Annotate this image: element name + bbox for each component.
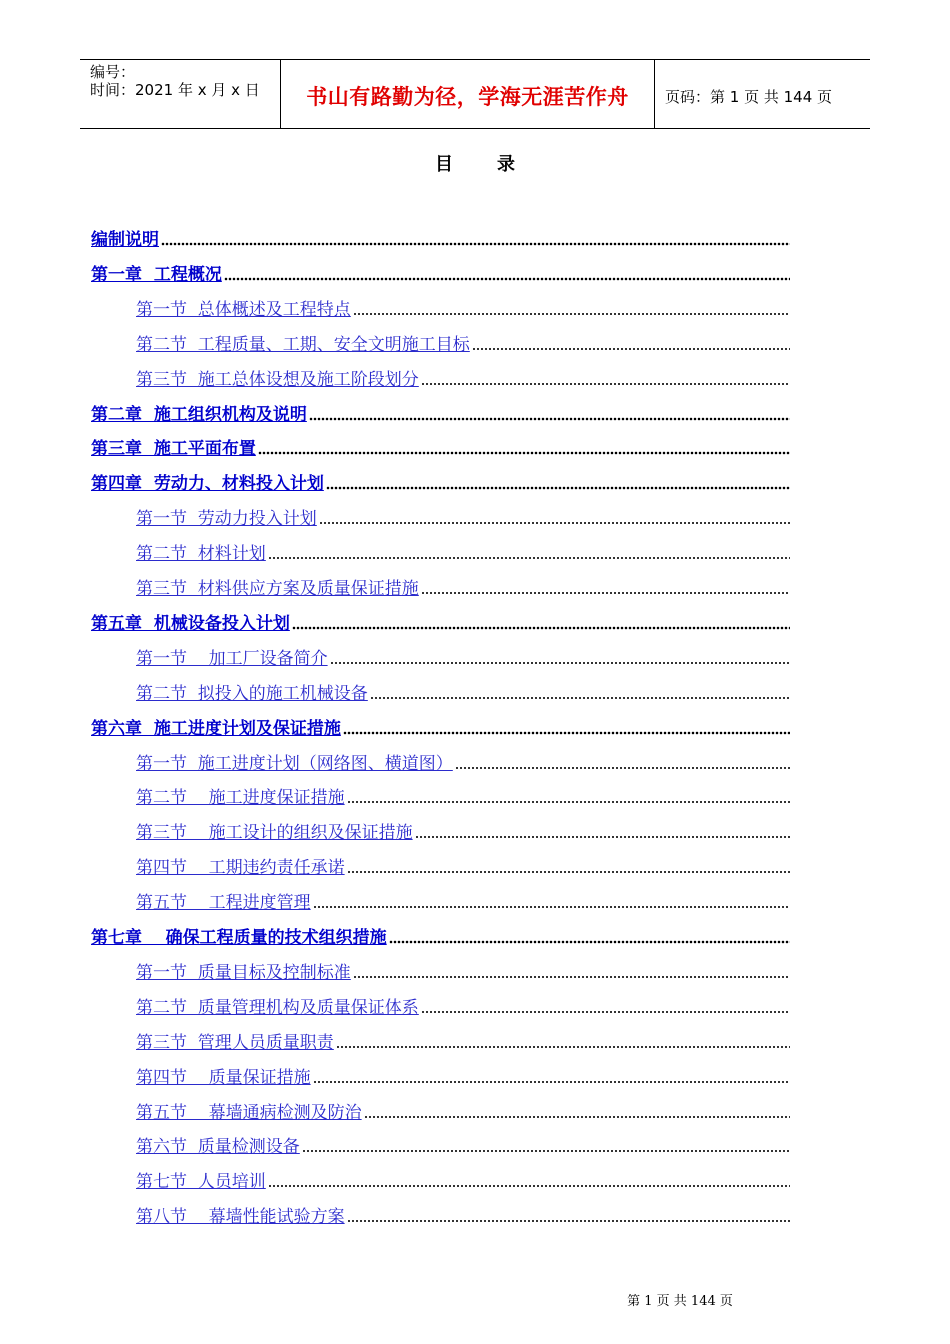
toc-entry-link[interactable]: 第七节 人员培训: [136, 1172, 266, 1193]
toc-section-entry: [136, 1170, 790, 1192]
toc-leader-dots: [309, 417, 790, 421]
toc-entry-link[interactable]: 第五节 工程进度管理: [136, 893, 311, 914]
toc-section-entry: [136, 298, 790, 320]
toc-entry-link[interactable]: 第一节 总体概述及工程特点: [136, 299, 351, 320]
header-motto-cell: [280, 60, 655, 128]
toc-entry-link[interactable]: 第四章 劳动力、材料投入计划: [91, 474, 324, 495]
toc-leader-dots: [268, 1184, 790, 1188]
toc-section-entry: [136, 1205, 790, 1227]
toc-chapter-entry: [91, 926, 790, 948]
toc-leader-dots: [258, 451, 790, 455]
toc-section-entry: [136, 1135, 790, 1157]
toc-leader-dots: [343, 731, 790, 735]
toc-entry-link[interactable]: 第五节 幕墙通病检测及防治: [136, 1102, 362, 1123]
toc-leader-dots: [353, 975, 790, 979]
toc-entry-link[interactable]: 第三章 施工平面布置: [91, 439, 256, 460]
toc-entry-link[interactable]: 第一节 劳动力投入计划: [136, 509, 317, 530]
header-page-info: 页码：第 1 页 共 144 页: [665, 87, 833, 106]
toc-leader-dots: [364, 1115, 790, 1119]
toc-entry-link[interactable]: 第四节 工期违约责任承诺: [136, 858, 345, 879]
toc-section-entry: [136, 507, 790, 529]
toc-entry-link[interactable]: 第三节 施工设计的组织及保证措施: [136, 823, 413, 844]
toc-title: [0, 150, 950, 176]
toc-leader-dots: [268, 556, 790, 560]
toc-section-entry: [136, 1031, 790, 1053]
toc-leader-dots: [421, 591, 790, 595]
toc-entry-link[interactable]: 第二节 工程质量、工期、安全文明施工目标: [136, 334, 470, 355]
toc-entry-link[interactable]: 第一节 质量目标及控制标准: [136, 962, 351, 983]
toc-chapter-entry: [91, 717, 790, 739]
toc-entry-link[interactable]: 第二节 施工进度保证措施: [136, 788, 345, 809]
toc-leader-dots: [415, 835, 790, 839]
document-time-label: 时间：2021 年 x 月 x 日: [90, 81, 260, 99]
toc-section-entry: [136, 961, 790, 983]
page-footer: 第 1 页 共 144 页: [627, 1294, 733, 1309]
toc-leader-dots: [330, 661, 790, 665]
toc-section-entry: [136, 647, 790, 669]
toc-entry-link[interactable]: 第二节 拟投入的施工机械设备: [136, 683, 368, 704]
toc-section-entry: [136, 1101, 790, 1123]
toc-leader-dots: [347, 870, 790, 874]
page-header: [80, 59, 870, 129]
toc-section-entry: [136, 891, 790, 913]
toc-entry-link[interactable]: 第三节 材料供应方案及质量保证措施: [136, 579, 419, 599]
toc-section-entry: [136, 368, 790, 390]
toc-entry-link[interactable]: 第六节 质量检测设备: [136, 1137, 300, 1158]
toc-leader-dots: [347, 800, 790, 804]
toc-entry-link[interactable]: 第六章 施工进度计划及保证措施: [91, 718, 341, 739]
toc-entry-link[interactable]: 第一节 加工厂设备简介: [136, 648, 328, 669]
toc-entry-link[interactable]: 第四节 质量保证措施: [136, 1067, 311, 1088]
toc-entry-link[interactable]: 第二章 施工组织机构及说明: [91, 404, 307, 425]
header-motto: 书山有路勤为径，学海无涯苦作舟: [306, 85, 629, 109]
toc-leader-dots: [336, 1045, 790, 1049]
toc-entry-link[interactable]: 第一章 工程概况: [91, 264, 222, 285]
toc-leader-dots: [326, 486, 790, 490]
toc-section-entry: [136, 786, 790, 808]
toc-title-left: 目: [435, 154, 453, 175]
toc-chapter-entry: [91, 437, 790, 459]
toc-leader-dots: [224, 277, 790, 281]
toc-leader-dots: [292, 626, 790, 630]
toc-section-entry: [136, 996, 790, 1018]
toc-leader-dots: [389, 940, 790, 944]
toc-leader-dots: [313, 1080, 790, 1084]
toc-section-entry: [136, 821, 790, 843]
toc-entry-link[interactable]: 编制说明: [91, 230, 159, 250]
toc-leader-dots: [421, 1010, 790, 1014]
toc-section-entry: [136, 1066, 790, 1088]
toc-entry-link[interactable]: 第二节 质量管理机构及质量保证体系: [136, 997, 419, 1018]
toc-chapter-entry: [91, 472, 790, 494]
toc-section-entry: [136, 752, 790, 774]
toc-title-right: 录: [497, 154, 515, 175]
toc-chapter-entry: [91, 263, 790, 285]
toc-leader-dots: [302, 1149, 790, 1153]
toc-leader-dots: [161, 242, 790, 246]
document-number-label: 编号：: [90, 63, 136, 81]
toc-entry-link[interactable]: 第一节 施工进度计划（网络图、横道图）: [136, 753, 453, 774]
toc-section-entry: [136, 542, 790, 564]
toc-section-entry: [136, 682, 790, 704]
toc-leader-dots: [353, 312, 790, 316]
toc-section-entry: [136, 577, 790, 599]
toc-leader-dots: [472, 347, 790, 351]
toc-section-entry: [136, 333, 790, 355]
toc-leader-dots: [421, 382, 790, 386]
toc-leader-dots: [319, 521, 790, 525]
toc-chapter-entry: [91, 403, 790, 425]
toc-entry-link[interactable]: 第三节 管理人员质量职责: [136, 1032, 334, 1053]
toc-entry-link[interactable]: 第八节 幕墙性能试验方案: [136, 1207, 345, 1228]
toc-entry-link[interactable]: 第五章 机械设备投入计划: [91, 613, 290, 634]
toc-chapter-entry: [91, 228, 790, 250]
toc-entry-link[interactable]: 第二节 材料计划: [136, 544, 266, 565]
toc-chapter-entry: [91, 612, 790, 634]
toc-leader-dots: [347, 1219, 790, 1223]
toc-leader-dots: [313, 905, 790, 909]
toc-entry-link[interactable]: 第七章 确保工程质量的技术组织措施: [91, 928, 387, 948]
header-left-cell: [80, 60, 280, 128]
toc-leader-dots: [455, 766, 790, 770]
toc-section-entry: [136, 856, 790, 878]
toc-leader-dots: [370, 696, 790, 700]
toc-entry-link[interactable]: 第三节 施工总体设想及施工阶段划分: [136, 369, 419, 390]
